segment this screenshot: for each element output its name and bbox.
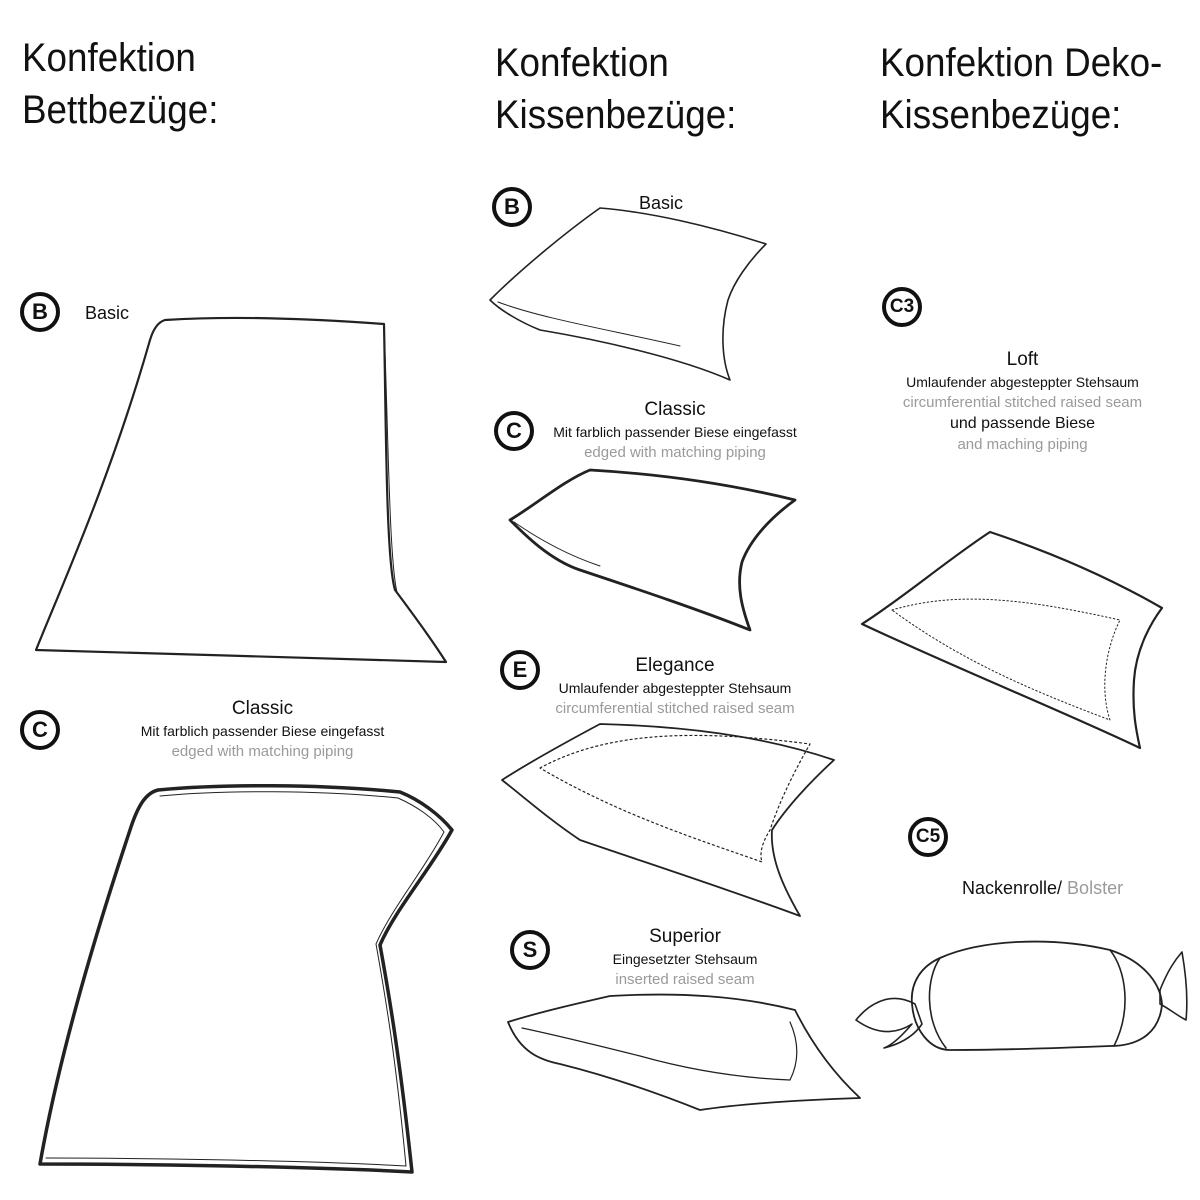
pillow-superior-title: Superior bbox=[649, 926, 721, 947]
pillow-basic-drawing bbox=[490, 208, 766, 380]
deco-loft-english-2: and maching piping bbox=[957, 435, 1088, 453]
pillow-classic-title: Classic bbox=[644, 399, 706, 420]
badge-deco-bolster: C5 bbox=[908, 817, 948, 857]
badge-pillow-elegance: E bbox=[500, 650, 540, 690]
pillow-classic-subtitle: Mit farblich passender Biese eingefasst bbox=[553, 423, 797, 440]
pillow-superior-subtitle: Eingesetzter Stehsaum bbox=[612, 950, 758, 967]
deco-loft-subtitle-2: und passende Biese bbox=[950, 414, 1095, 432]
duvet-classic-english: edged with matching piping bbox=[171, 742, 354, 760]
badge-pillow-classic: C bbox=[494, 411, 534, 451]
badge-duvet-classic: C bbox=[20, 710, 60, 750]
pillow-elegance-title: Elegance bbox=[635, 655, 715, 676]
badge-pillow-basic: B bbox=[492, 187, 532, 227]
deco-loft-label bbox=[885, 349, 1160, 454]
heading-line-1: Konfektion Deko- bbox=[880, 41, 1163, 85]
duvet-classic-drawing bbox=[40, 786, 452, 1172]
pillow-elegance-label bbox=[550, 655, 800, 718]
duvet-basic-drawing bbox=[36, 318, 446, 662]
deco-bolster-title bbox=[962, 878, 1123, 899]
heading-deco-pillow-covers bbox=[880, 37, 1162, 141]
heading-duvet-covers bbox=[22, 32, 218, 136]
pillow-basic-title: Basic bbox=[639, 193, 684, 213]
pillow-superior-english: inserted raised seam bbox=[615, 970, 755, 988]
badge-duvet-basic: B bbox=[20, 292, 60, 332]
bolster-title-english: Bolster bbox=[1062, 878, 1124, 898]
pillow-classic-drawing bbox=[510, 470, 795, 630]
duvet-classic-subtitle: Mit farblich passender Biese eingefasst bbox=[140, 722, 385, 739]
badge-pillow-superior: S bbox=[510, 930, 550, 970]
pillow-elegance-drawing bbox=[502, 724, 834, 916]
heading-line-2: Kissenbezüge: bbox=[495, 93, 737, 137]
heading-pillow-covers bbox=[495, 37, 736, 141]
heading-line-2: Kissenbezüge: bbox=[880, 93, 1122, 137]
duvet-classic-label bbox=[130, 698, 395, 761]
heading-line-2: Bettbezüge: bbox=[22, 88, 219, 132]
pillow-classic-label bbox=[545, 399, 805, 462]
pillow-classic-english: edged with matching piping bbox=[584, 443, 766, 461]
bolster-title-german: Nackenrolle/ bbox=[962, 878, 1063, 898]
deco-bolster-drawing bbox=[856, 942, 1187, 1050]
heading-line-1: Konfektion bbox=[22, 36, 196, 80]
deco-loft-title: Loft bbox=[1006, 349, 1039, 370]
pillow-superior-drawing bbox=[508, 995, 860, 1110]
pillow-elegance-subtitle: Umlaufender abgesteppter Stehsaum bbox=[558, 679, 792, 696]
pillow-elegance-english: circumferential stitched raised seam bbox=[555, 699, 795, 717]
duvet-basic-title: Basic bbox=[85, 303, 130, 323]
pillow-superior-label bbox=[590, 926, 780, 989]
heading-line-1: Konfektion bbox=[495, 41, 669, 85]
badge-deco-loft: C3 bbox=[882, 287, 922, 327]
deco-loft-english: circumferential stitched raised seam bbox=[902, 393, 1143, 411]
deco-loft-subtitle: Umlaufender abgesteppter Stehsaum bbox=[906, 373, 1139, 390]
deco-loft-drawing bbox=[862, 532, 1162, 748]
duvet-classic-title: Classic bbox=[231, 698, 294, 719]
